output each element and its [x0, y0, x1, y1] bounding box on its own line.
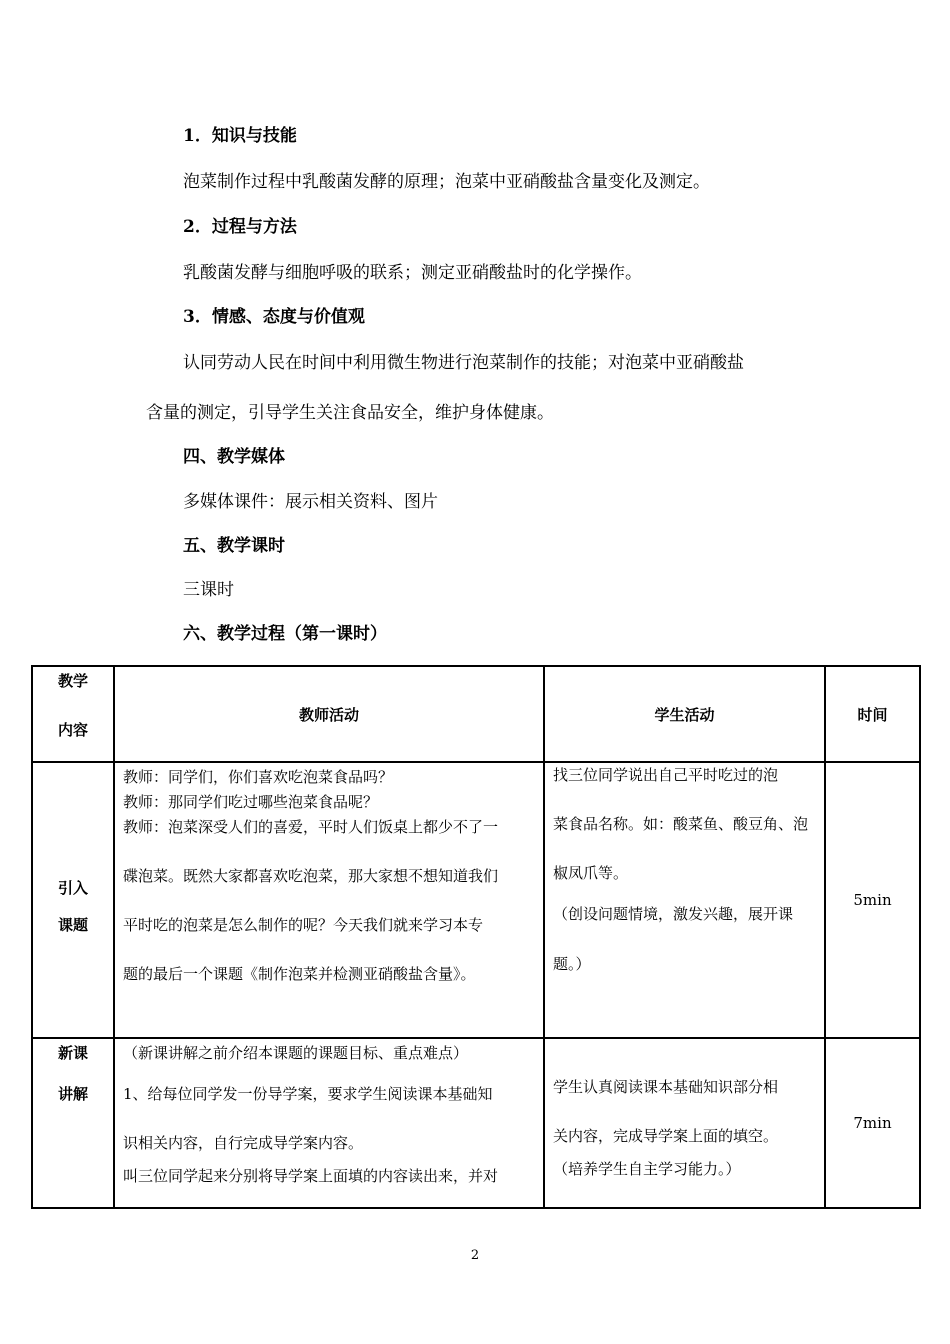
teacher-line: 识相关内容，自行完成导学案内容。 — [123, 1134, 364, 1152]
student-line: （培养学生自主学习能力。） — [553, 1160, 741, 1178]
header-content — [32, 666, 114, 762]
row-content-line: 引入 — [57, 878, 88, 897]
teacher-line: 平时吃的泡菜是怎么制作的呢？今天我们就来学习本专 — [123, 916, 484, 934]
row-time: 7min — [825, 1038, 920, 1208]
student-line: 关内容，完成导学案上面的填空。 — [553, 1127, 779, 1145]
teacher-line: 叫三位同学起来分别将导学案上面填的内容读出来，并对 — [123, 1167, 499, 1185]
row-content — [32, 1038, 114, 1208]
student-line: 菜食品名称。如：酸菜鱼、酸豆角、泡 — [553, 815, 809, 833]
teacher-line: 教师：那同学们吃过哪些泡菜食品呢？ — [123, 793, 379, 811]
section-5-heading: 五、教学课时 — [183, 536, 285, 556]
student-line: 椒凤爪等。 — [553, 864, 629, 882]
teacher-line: 题的最后一个课题《制作泡菜并检测亚硝酸盐含量》。 — [123, 965, 476, 983]
section-4-text: 多媒体课件：展示相关资料、图片 — [183, 492, 438, 512]
teacher-line: 教师：泡菜深受人们的喜爱，平时人们饭桌上都少不了一 — [123, 818, 499, 836]
objective-heading-3: 3．情感、态度与价值观 — [183, 307, 365, 327]
objective-heading-2: 2．过程与方法 — [183, 217, 297, 237]
objective-text-3-line1: 认同劳动人民在时间中利用微生物进行泡菜制作的技能；对泡菜中亚硝酸盐 — [183, 353, 744, 373]
row-content-line: 课题 — [57, 915, 88, 934]
section-5-text: 三课时 — [183, 580, 234, 600]
row-student-activity — [544, 762, 825, 1038]
row-teacher-activity — [114, 762, 544, 1038]
page-number: 2 — [470, 1248, 480, 1263]
objective-text-3-line2: 含量的测定，引导学生关注食品安全，维护身体健康。 — [146, 403, 554, 423]
table-row — [32, 762, 920, 1038]
row-content — [32, 762, 114, 1038]
section-4-heading: 四、教学媒体 — [183, 447, 285, 467]
student-line: （创设问题情境，激发兴趣，展开课 — [553, 905, 794, 923]
header-content-line: 内容 — [57, 721, 88, 739]
teacher-line: 碟泡菜。既然大家都喜欢吃泡菜，那大家想不想知道我们 — [123, 867, 499, 885]
table-row — [32, 1038, 920, 1208]
header-content-line: 教学 — [57, 672, 88, 690]
teacher-line: （新课讲解之前介绍本课题的课题目标、重点难点） — [123, 1044, 469, 1062]
table-header-row — [32, 666, 920, 762]
row-teacher-activity — [114, 1038, 544, 1208]
row-student-activity — [544, 1038, 825, 1208]
header-time: 时间 — [825, 666, 920, 762]
header-student: 学生活动 — [544, 666, 825, 762]
teacher-line: 1、给每位同学发一份导学案，要求学生阅读课本基础知 — [123, 1085, 493, 1103]
header-teacher: 教师活动 — [114, 666, 544, 762]
row-content-line: 新课 — [57, 1044, 88, 1062]
student-line: 找三位同学说出自己平时吃过的泡 — [553, 766, 779, 784]
section-6-heading: 六、教学过程（第一课时） — [183, 624, 387, 644]
row-content-line: 讲解 — [57, 1085, 88, 1103]
student-line: 学生认真阅读课本基础知识部分相 — [553, 1078, 779, 1096]
objective-text-1: 泡菜制作过程中乳酸菌发酵的原理；泡菜中亚硝酸盐含量变化及测定。 — [183, 172, 710, 192]
teacher-line: 教师：同学们，你们喜欢吃泡菜食品吗？ — [123, 768, 394, 786]
objective-text-2: 乳酸菌发酵与细胞呼吸的联系；测定亚硝酸盐时的化学操作。 — [183, 263, 642, 283]
lesson-plan-table — [31, 665, 921, 1209]
row-time: 5min — [825, 762, 920, 1038]
objective-heading-1: 1．知识与技能 — [183, 126, 297, 146]
student-line: 题。） — [553, 955, 591, 973]
